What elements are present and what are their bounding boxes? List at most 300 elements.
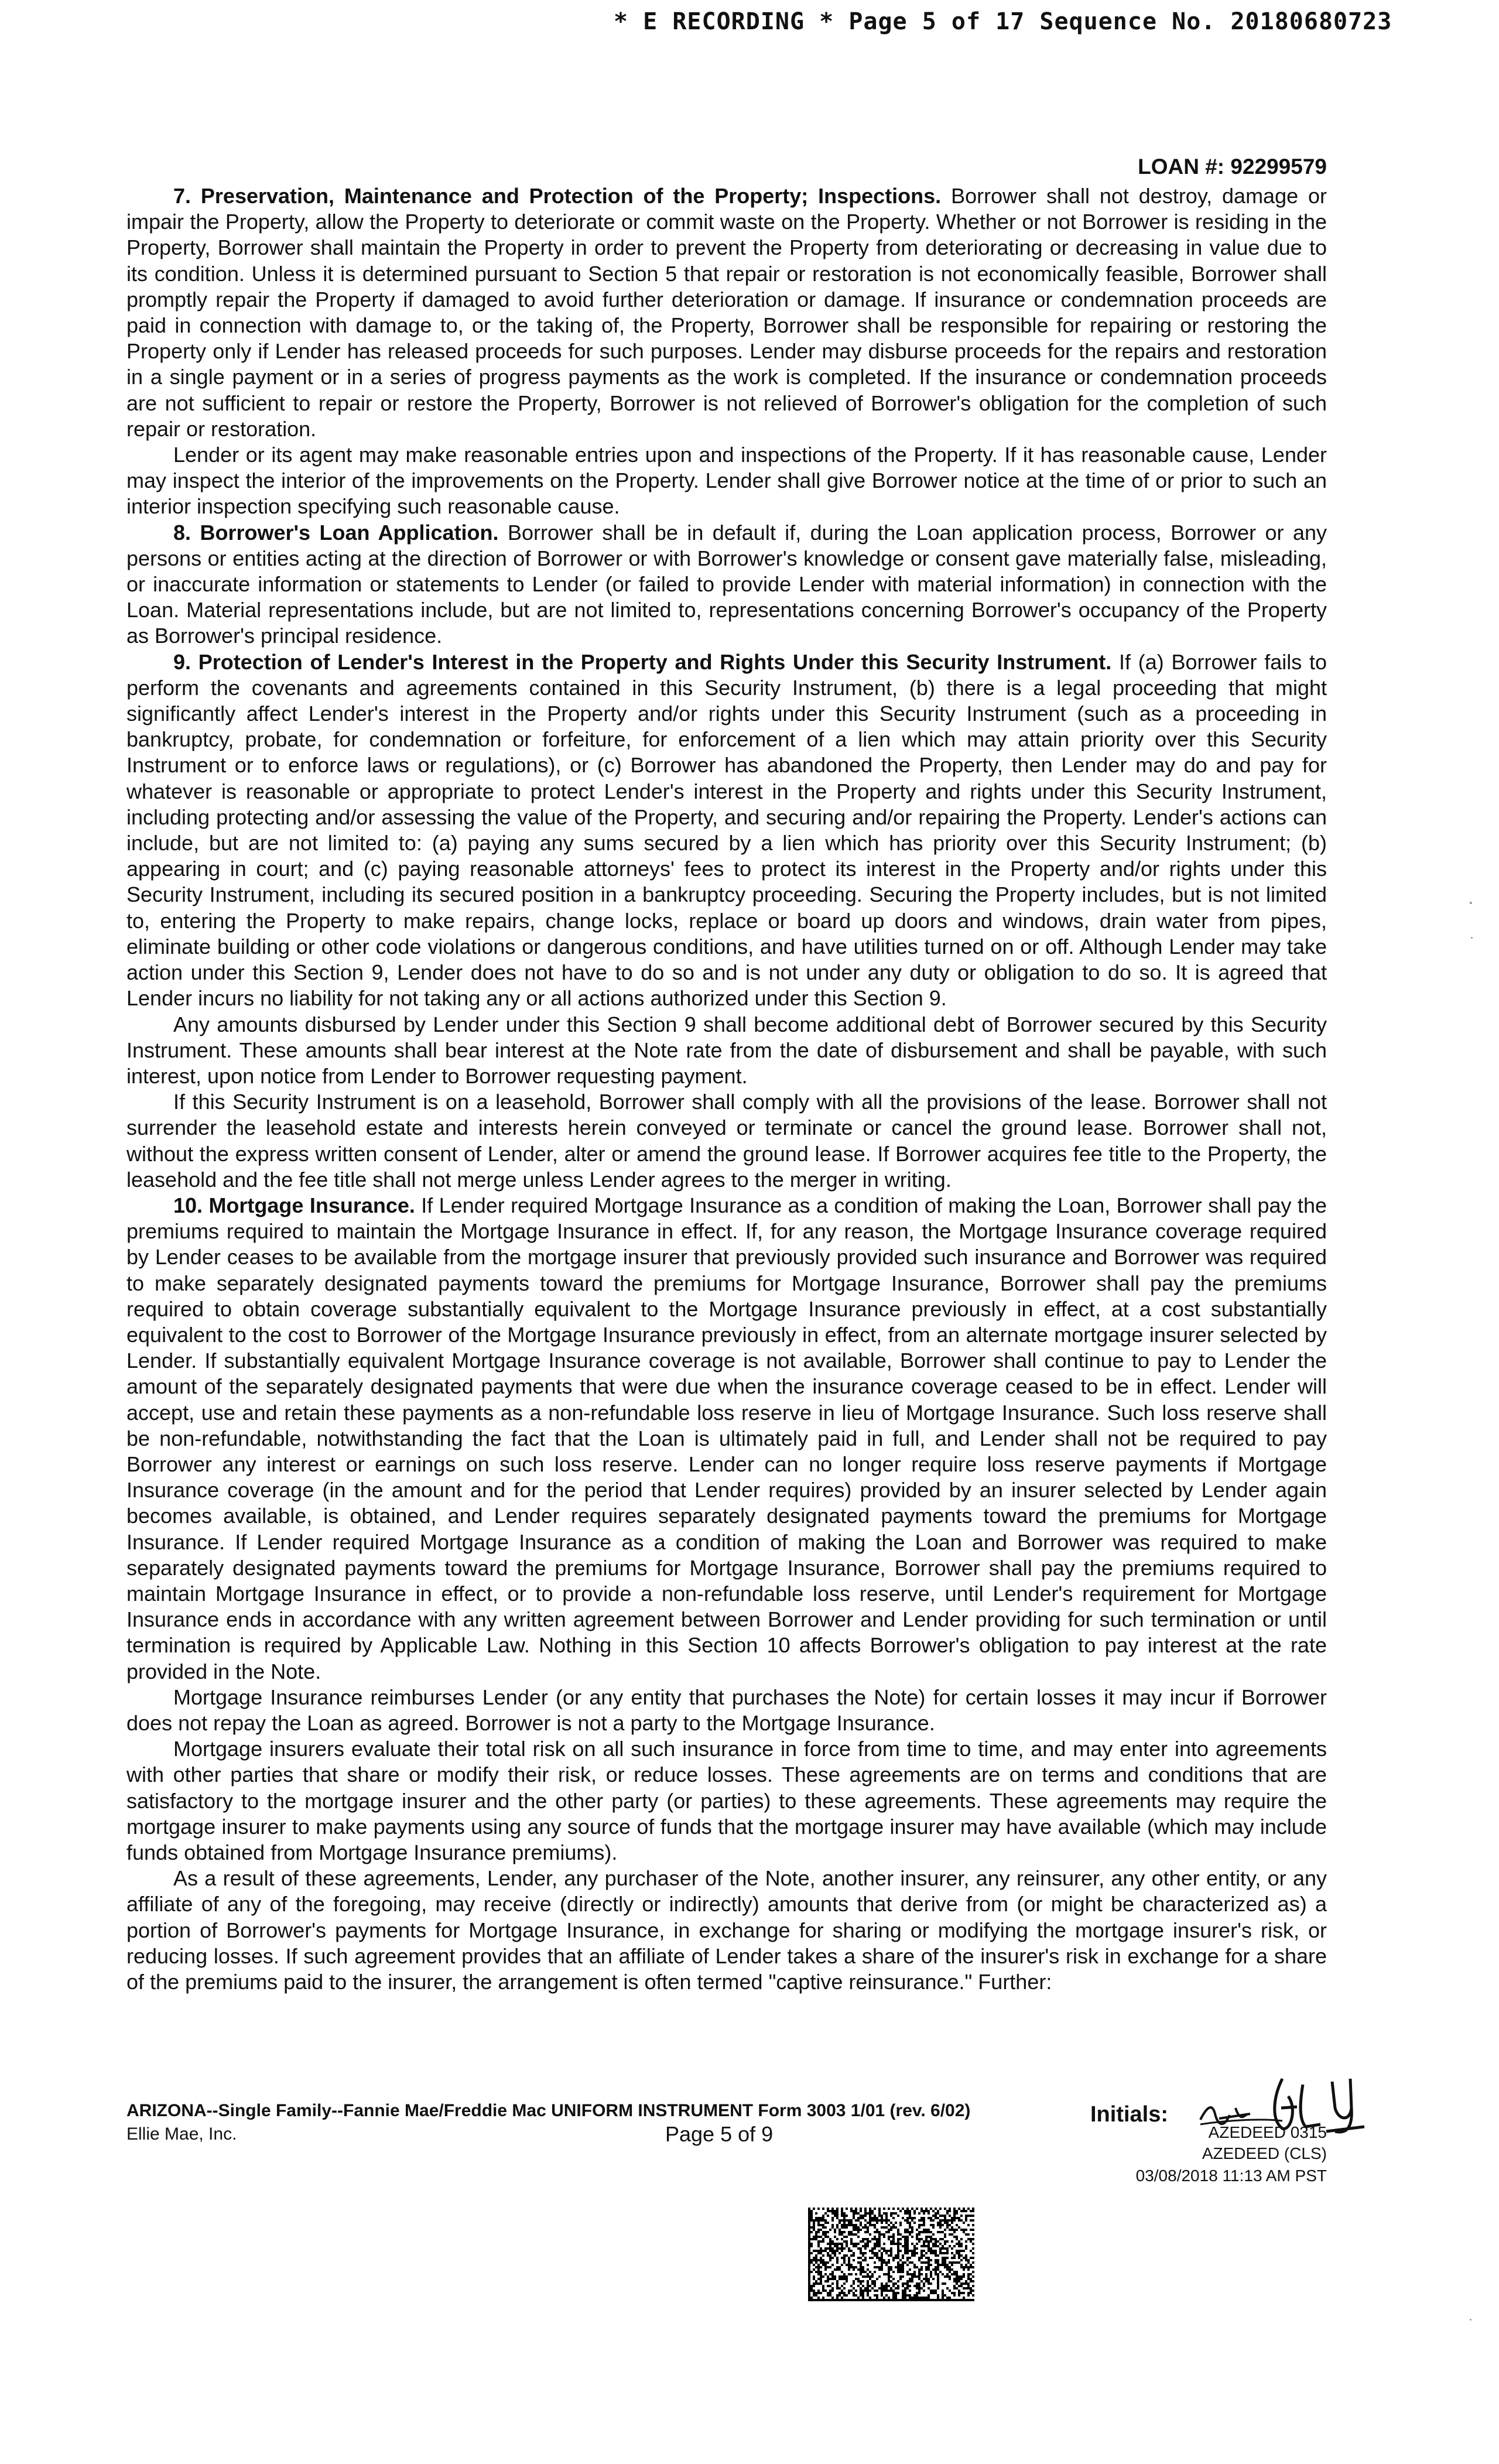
barcode-module <box>820 2275 822 2278</box>
barcode-module <box>970 2229 972 2231</box>
barcode-module <box>932 2238 935 2240</box>
barcode-module <box>829 2278 831 2280</box>
barcode-module <box>829 2243 831 2245</box>
barcode-module <box>857 2236 860 2238</box>
barcode-module <box>944 2243 946 2245</box>
barcode-module <box>878 2299 881 2301</box>
barcode-module <box>860 2210 862 2212</box>
barcode-module <box>902 2292 904 2294</box>
barcode-module <box>860 2273 862 2275</box>
barcode-module <box>967 2287 970 2290</box>
barcode-module <box>953 2294 956 2297</box>
barcode-module <box>944 2240 946 2243</box>
barcode-module <box>864 2215 867 2217</box>
barcode-module <box>970 2278 972 2280</box>
barcode-module <box>928 2264 930 2266</box>
barcode-module <box>925 2257 928 2259</box>
barcode-module <box>808 2273 810 2275</box>
barcode-module <box>937 2297 939 2299</box>
barcode-module <box>942 2245 944 2247</box>
barcode-module <box>810 2259 813 2261</box>
barcode-module <box>824 2299 827 2301</box>
barcode-module <box>932 2250 935 2252</box>
barcode-module <box>824 2268 827 2271</box>
barcode-module <box>843 2261 846 2264</box>
barcode-module <box>928 2266 930 2268</box>
barcode-module <box>902 2275 904 2278</box>
barcode-module <box>850 2224 853 2226</box>
barcode-module <box>956 2261 958 2264</box>
barcode-module <box>925 2245 928 2247</box>
barcode-module <box>939 2219 942 2222</box>
barcode-module <box>836 2261 839 2264</box>
barcode-module <box>822 2250 824 2252</box>
barcode-module <box>888 2238 890 2240</box>
barcode-module <box>967 2268 970 2271</box>
barcode-module <box>935 2243 937 2245</box>
barcode-module <box>869 2297 871 2299</box>
barcode-module <box>883 2250 885 2252</box>
barcode-module <box>923 2261 925 2264</box>
barcode-module <box>878 2240 881 2243</box>
barcode-module <box>918 2278 920 2280</box>
barcode-module <box>815 2233 817 2236</box>
barcode-module <box>928 2280 930 2282</box>
barcode-module <box>817 2222 820 2224</box>
barcode-module <box>939 2247 942 2250</box>
barcode-module <box>850 2222 853 2224</box>
barcode-module <box>855 2243 857 2245</box>
barcode-module <box>867 2287 869 2290</box>
barcode-module <box>904 2245 906 2247</box>
barcode-module <box>937 2299 939 2301</box>
barcode-module <box>846 2275 848 2278</box>
barcode-module <box>841 2231 843 2233</box>
barcode-module <box>836 2247 839 2250</box>
barcode-module <box>970 2210 972 2212</box>
barcode-module <box>829 2294 831 2297</box>
barcode-module <box>850 2273 853 2275</box>
barcode-module <box>813 2224 815 2226</box>
barcode-module <box>946 2266 949 2268</box>
barcode-module <box>836 2268 839 2271</box>
barcode-module <box>850 2208 853 2210</box>
barcode-module <box>813 2292 815 2294</box>
barcode-module <box>817 2259 820 2261</box>
barcode-module <box>965 2254 967 2257</box>
barcode-module <box>871 2219 874 2222</box>
barcode-module <box>876 2229 878 2231</box>
barcode-module <box>956 2282 958 2285</box>
barcode-module <box>855 2233 857 2236</box>
barcode-module <box>918 2297 920 2299</box>
barcode-module <box>953 2231 956 2233</box>
barcode-module <box>897 2287 899 2290</box>
barcode-module <box>928 2287 930 2290</box>
barcode-module <box>920 2250 923 2252</box>
barcode-module <box>822 2285 824 2287</box>
barcode-module <box>920 2299 923 2301</box>
barcode-module <box>862 2226 864 2229</box>
barcode-module <box>939 2231 942 2233</box>
barcode-module <box>951 2240 953 2243</box>
barcode-module <box>888 2268 890 2271</box>
barcode-module <box>944 2264 946 2266</box>
barcode-module <box>918 2290 920 2292</box>
barcode-module <box>944 2229 946 2231</box>
barcode-module <box>953 2292 956 2294</box>
barcode-module <box>965 2266 967 2268</box>
barcode-module <box>972 2299 974 2301</box>
barcode-module <box>946 2257 949 2259</box>
barcode-module <box>897 2292 899 2294</box>
barcode-module <box>885 2261 888 2264</box>
barcode-module <box>904 2231 906 2233</box>
barcode-module <box>972 2275 974 2278</box>
barcode-module <box>853 2280 855 2282</box>
barcode-module <box>953 2261 956 2264</box>
footer-page-number: Page 5 of 9 <box>665 2122 774 2146</box>
barcode-module <box>942 2290 944 2292</box>
barcode-module <box>885 2290 888 2292</box>
barcode-module <box>874 2243 876 2245</box>
barcode-module <box>874 2247 876 2250</box>
barcode-module <box>817 2224 820 2226</box>
barcode-module <box>808 2250 810 2252</box>
scan-speck <box>1471 937 1473 939</box>
barcode-module <box>972 2247 974 2250</box>
barcode-module <box>918 2240 920 2243</box>
barcode-module <box>897 2233 899 2236</box>
barcode-module <box>913 2275 916 2278</box>
barcode-module <box>925 2273 928 2275</box>
barcode-module <box>883 2287 885 2290</box>
barcode-module <box>860 2282 862 2285</box>
barcode-module <box>836 2282 839 2285</box>
barcode-module <box>885 2287 888 2290</box>
barcode-module <box>913 2266 916 2268</box>
barcode-module <box>810 2252 813 2254</box>
barcode-module <box>946 2275 949 2278</box>
barcode-module <box>881 2285 883 2287</box>
barcode-module <box>815 2217 817 2219</box>
barcode-module <box>874 2271 876 2273</box>
barcode-module <box>942 2252 944 2254</box>
barcode-module <box>874 2261 876 2264</box>
barcode-module <box>918 2268 920 2271</box>
barcode-module <box>904 2292 906 2294</box>
barcode-module <box>831 2287 834 2290</box>
barcode-module <box>949 2278 951 2280</box>
barcode-module <box>892 2212 895 2215</box>
barcode-module <box>822 2264 824 2266</box>
barcode-module <box>855 2299 857 2301</box>
barcode-module <box>831 2208 834 2210</box>
barcode-module <box>883 2297 885 2299</box>
barcode-module <box>956 2217 958 2219</box>
barcode-module <box>881 2290 883 2292</box>
barcode-module <box>815 2219 817 2222</box>
barcode-module <box>953 2219 956 2222</box>
barcode-module <box>935 2215 937 2217</box>
barcode-module <box>963 2210 965 2212</box>
barcode-module <box>963 2257 965 2259</box>
barcode-module <box>857 2268 860 2271</box>
barcode-module <box>930 2208 932 2210</box>
barcode-module <box>836 2250 839 2252</box>
barcode-module <box>935 2273 937 2275</box>
barcode-module <box>808 2208 810 2210</box>
barcode-module <box>841 2285 843 2287</box>
barcode-module <box>925 2280 928 2282</box>
barcode-module <box>902 2290 904 2292</box>
barcode-module <box>928 2278 930 2280</box>
barcode-module <box>935 2250 937 2252</box>
barcode-module <box>855 2212 857 2215</box>
barcode-module <box>813 2222 815 2224</box>
barcode-module <box>874 2236 876 2238</box>
barcode-module <box>944 2252 946 2254</box>
barcode-module <box>846 2278 848 2280</box>
barcode-module <box>928 2243 930 2245</box>
barcode-module <box>935 2212 937 2215</box>
barcode-module <box>829 2257 831 2259</box>
barcode-module <box>867 2290 869 2292</box>
barcode-module <box>935 2238 937 2240</box>
barcode-module <box>888 2229 890 2231</box>
barcode-module <box>808 2217 810 2219</box>
barcode-module <box>951 2247 953 2250</box>
barcode-module <box>824 2219 827 2222</box>
barcode-module <box>820 2259 822 2261</box>
barcode-module <box>808 2236 810 2238</box>
section-7-paragraph-2: Lender or its agent may make reasonable entries upon and inspections of the Property. If it has reasonable cause, Lender may inspect the interior of the improvements on the Property. Lender shall give Borrower notice at the time of or prior to such an interior inspection specifying such reasonable cause. <box>126 443 1327 519</box>
barcode-module <box>876 2266 878 2268</box>
barcode-module <box>902 2294 904 2297</box>
barcode-module <box>836 2285 839 2287</box>
barcode-module <box>862 2297 864 2299</box>
barcode-module <box>864 2247 867 2250</box>
barcode-module <box>928 2236 930 2238</box>
barcode-module <box>902 2245 904 2247</box>
barcode-module <box>953 2215 956 2217</box>
barcode-module <box>817 2231 820 2233</box>
barcode-module <box>824 2280 827 2282</box>
barcode-module <box>951 2273 953 2275</box>
barcode-module <box>916 2297 918 2299</box>
barcode-module <box>970 2299 972 2301</box>
barcode-module <box>881 2292 883 2294</box>
barcode-module <box>906 2285 909 2287</box>
barcode-module <box>813 2226 815 2229</box>
barcode-module <box>923 2219 925 2222</box>
barcode-module <box>817 2297 820 2299</box>
barcode-module <box>850 2254 853 2257</box>
barcode-module <box>862 2290 864 2292</box>
barcode-module <box>923 2243 925 2245</box>
barcode-module <box>909 2231 911 2233</box>
barcode-module <box>883 2212 885 2215</box>
barcode-module <box>855 2245 857 2247</box>
barcode-module <box>892 2243 895 2245</box>
barcode-module <box>857 2231 860 2233</box>
barcode-module <box>869 2285 871 2287</box>
barcode-module <box>932 2299 935 2301</box>
barcode-module <box>827 2299 829 2301</box>
barcode-module <box>960 2254 963 2257</box>
barcode-module <box>855 2224 857 2226</box>
barcode-module <box>843 2257 846 2259</box>
barcode-module <box>904 2252 906 2254</box>
barcode-module <box>897 2243 899 2245</box>
barcode-module <box>972 2252 974 2254</box>
barcode-module <box>862 2280 864 2282</box>
barcode-module <box>911 2236 913 2238</box>
barcode-module <box>970 2240 972 2243</box>
barcode-module <box>944 2222 946 2224</box>
barcode-module <box>860 2229 862 2231</box>
barcode-module <box>878 2215 881 2217</box>
barcode-module <box>958 2208 960 2210</box>
barcode-module <box>951 2257 953 2259</box>
barcode-module <box>918 2273 920 2275</box>
barcode-module <box>958 2292 960 2294</box>
barcode-module <box>892 2217 895 2219</box>
barcode-module <box>960 2238 963 2240</box>
barcode-module <box>876 2254 878 2257</box>
barcode-module <box>937 2261 939 2264</box>
barcode-module <box>909 2250 911 2252</box>
barcode-module <box>956 2210 958 2212</box>
barcode-module <box>904 2250 906 2252</box>
barcode-module <box>946 2224 949 2226</box>
barcode-module <box>956 2250 958 2252</box>
barcode-module <box>939 2215 942 2217</box>
barcode-module <box>815 2294 817 2297</box>
barcode-module <box>839 2247 841 2250</box>
barcode-module <box>867 2212 869 2215</box>
barcode-module <box>874 2294 876 2297</box>
barcode-module <box>963 2231 965 2233</box>
barcode-module <box>890 2254 892 2257</box>
barcode-module <box>860 2217 862 2219</box>
barcode-module <box>958 2278 960 2280</box>
barcode-module <box>871 2280 874 2282</box>
barcode-module <box>895 2254 897 2257</box>
barcode-module <box>827 2254 829 2257</box>
barcode-module <box>822 2238 824 2240</box>
barcode-module <box>881 2257 883 2259</box>
barcode-module <box>935 2217 937 2219</box>
barcode-module <box>888 2275 890 2278</box>
barcode-module <box>906 2210 909 2212</box>
barcode-module <box>953 2287 956 2290</box>
barcode-module <box>815 2238 817 2240</box>
initials-label: Initials: <box>1090 2102 1169 2127</box>
barcode-module <box>864 2226 867 2229</box>
barcode-module <box>965 2282 967 2285</box>
barcode-module <box>841 2257 843 2259</box>
barcode-module <box>860 2250 862 2252</box>
barcode-module <box>913 2252 916 2254</box>
barcode-module <box>878 2287 881 2290</box>
barcode-module <box>897 2280 899 2282</box>
document-body <box>126 183 1327 1995</box>
barcode-module <box>883 2285 885 2287</box>
barcode-module <box>808 2222 810 2224</box>
barcode-module <box>831 2247 834 2250</box>
barcode-module <box>817 2278 820 2280</box>
barcode-module <box>951 2299 953 2301</box>
barcode-module <box>881 2233 883 2236</box>
barcode-module <box>916 2292 918 2294</box>
barcode-module <box>853 2224 855 2226</box>
barcode-module <box>843 2282 846 2285</box>
barcode-module <box>850 2231 853 2233</box>
barcode-module <box>911 2254 913 2257</box>
barcode-module <box>953 2257 956 2259</box>
barcode-module <box>822 2259 824 2261</box>
barcode-module <box>810 2245 813 2247</box>
barcode-module <box>874 2266 876 2268</box>
barcode-module <box>916 2299 918 2301</box>
barcode-module <box>883 2273 885 2275</box>
barcode-module <box>970 2215 972 2217</box>
barcode-module <box>878 2219 881 2222</box>
barcode-module <box>850 2243 853 2245</box>
barcode-module <box>883 2247 885 2250</box>
barcode-module <box>904 2238 906 2240</box>
barcode-module <box>904 2290 906 2292</box>
barcode-module <box>820 2299 822 2301</box>
barcode-module <box>899 2264 902 2266</box>
barcode-module <box>958 2285 960 2287</box>
barcode-module <box>937 2212 939 2215</box>
barcode-module <box>813 2268 815 2271</box>
barcode-module <box>963 2229 965 2231</box>
barcode-module <box>843 2226 846 2229</box>
barcode-module <box>874 2280 876 2282</box>
section-10-number: 10. <box>173 1193 203 1217</box>
barcode-module <box>881 2259 883 2261</box>
barcode-module <box>888 2254 890 2257</box>
barcode-module <box>958 2280 960 2282</box>
barcode-module <box>913 2297 916 2299</box>
barcode-module <box>813 2208 815 2210</box>
barcode-module <box>937 2224 939 2226</box>
barcode-module <box>827 2280 829 2282</box>
barcode-module <box>881 2254 883 2257</box>
barcode-module <box>831 2240 834 2243</box>
barcode-module <box>920 2268 923 2271</box>
barcode-module <box>906 2222 909 2224</box>
barcode-module <box>820 2261 822 2264</box>
barcode-module <box>820 2273 822 2275</box>
barcode-module <box>808 2254 810 2257</box>
barcode-module <box>834 2245 836 2247</box>
barcode-module <box>902 2236 904 2238</box>
barcode-module <box>841 2264 843 2266</box>
barcode-module <box>958 2254 960 2257</box>
section-8-paragraph-1 <box>126 520 1327 649</box>
barcode-module <box>878 2236 881 2238</box>
barcode-module <box>930 2247 932 2250</box>
barcode-module <box>972 2266 974 2268</box>
barcode-module <box>815 2292 817 2294</box>
barcode-module <box>960 2266 963 2268</box>
barcode-module <box>956 2299 958 2301</box>
barcode-module <box>853 2268 855 2271</box>
